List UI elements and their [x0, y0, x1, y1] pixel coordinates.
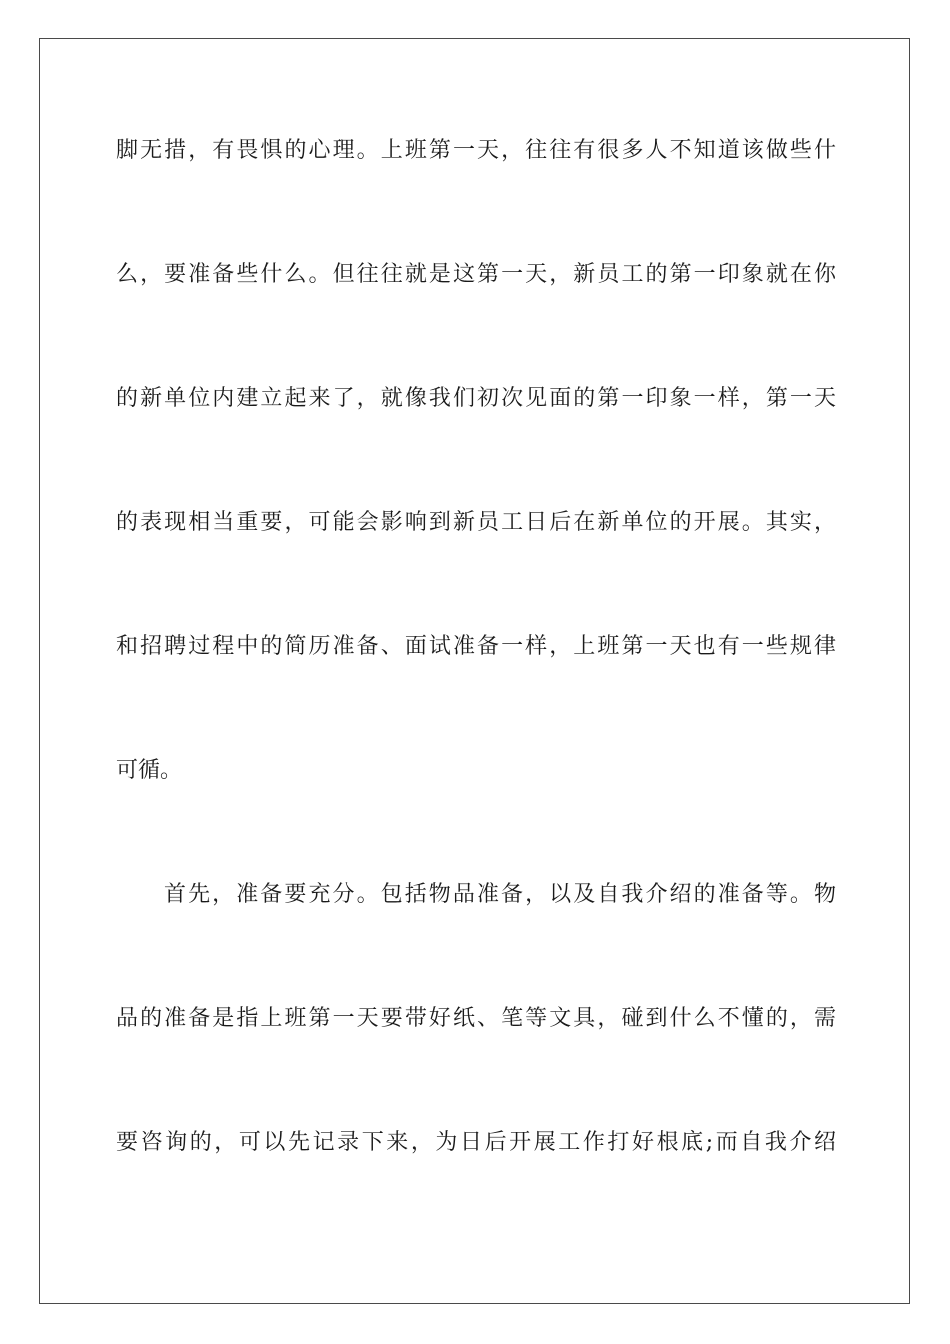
page-border	[39, 38, 910, 1304]
paragraph-line: 可循。	[116, 758, 183, 783]
paragraph-line: 首先，准备要充分。包括物品准备，以及自我介绍的准备等。物	[164, 882, 836, 907]
paragraph-line: 脚无措，有畏惧的心理。上班第一天，往往有很多人不知道该做些什	[116, 138, 836, 163]
paragraph-line: 的新单位内建立起来了，就像我们初次见面的第一印象一样，第一天	[116, 386, 836, 411]
paragraph-line: 品的准备是指上班第一天要带好纸、笔等文具，碰到什么不懂的，需	[116, 1006, 836, 1031]
paragraph-line: 么，要准备些什么。但往往就是这第一天，新员工的第一印象就在你	[116, 262, 836, 287]
paragraph-line: 要咨询的，可以先记录下来，为日后开展工作打好根底;而自我介绍	[116, 1130, 836, 1155]
paragraph-line: 的表现相当重要，可能会影响到新员工日后在新单位的开展。其实，	[116, 510, 836, 535]
paragraph-line: 和招聘过程中的简历准备、面试准备一样，上班第一天也有一些规律	[116, 634, 836, 659]
